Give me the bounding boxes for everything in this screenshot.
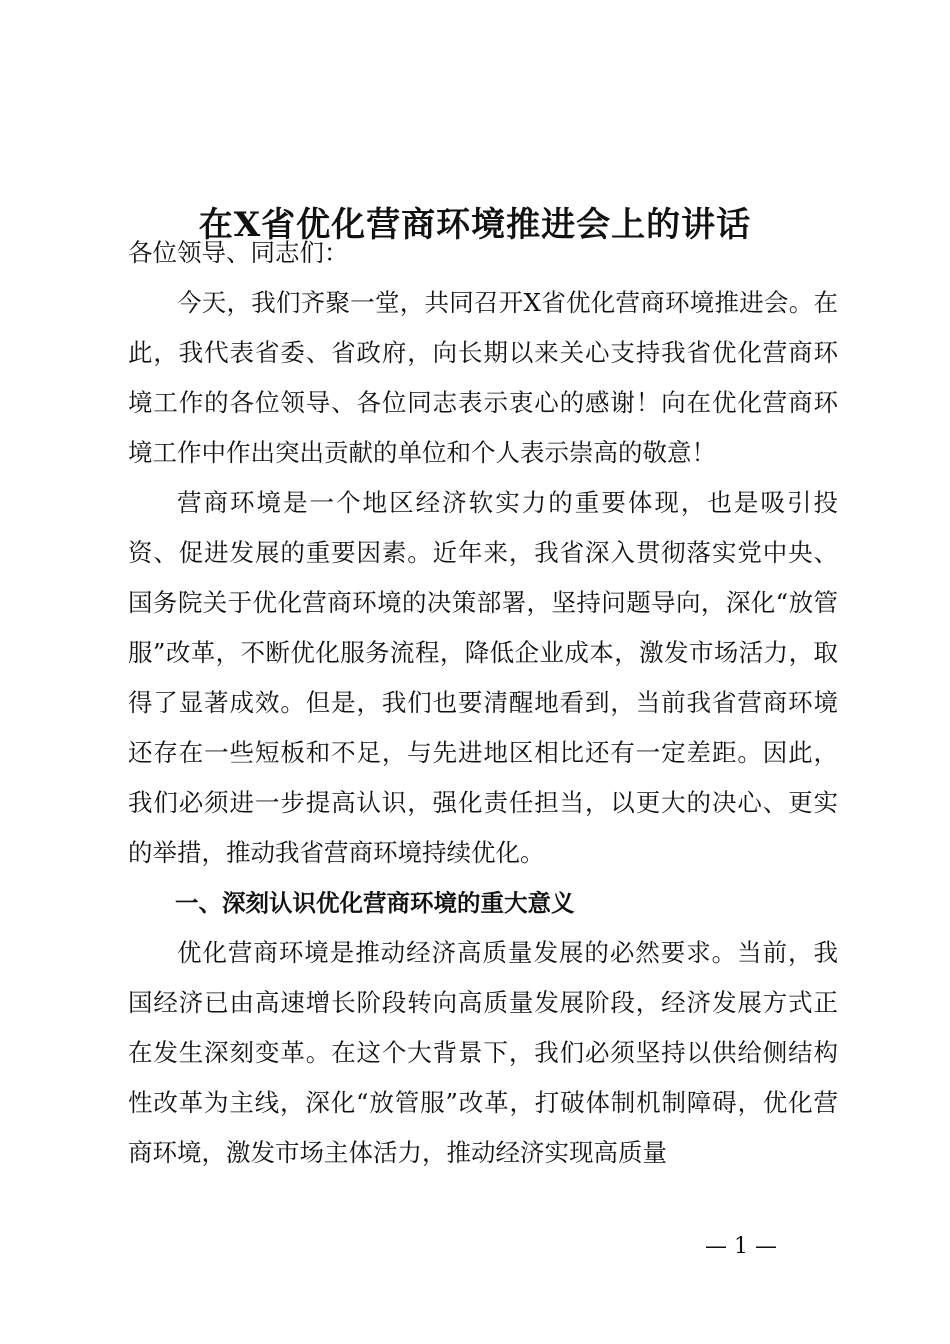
section-paragraph: 优化营商环境是推动经济高质量发展的必然要求。当前，我国经济已由高速增长阶段转向高质量发展阶段，经济发展方式正在发生深刻变革。在这个大背景下，我们必须坚持以供给侧结构性改革为主线，深化“放管服”改革，打破体制机制障碍，优化营商环境，激发市场主体活力，推动经济实现高质量 [128,938,838,1167]
salutation: 各位领导、同志们： [128,238,349,267]
page-number: — 1 — [705,1234,777,1259]
document-title: 在X省优化营商环境推进会上的讲话 [198,204,752,245]
paragraph-background: 营商环境是一个地区经济软实力的重要体现，也是吸引投资、促进发展的重要因素。近年来，我省深入贯彻落实党中央、国务院关于优化营商环境的决策部署，坚持问题导向，深化“放管服”改革，不断优化服务流程，降低企业成本，激发市场活力，取得了显著成效。但是，我们也要清醒地看到，当前我省营商环境还存在一些短板和不足，与先进地区相比还有一定差距。因此，我们必须进一步提高认识，强化责任担当，以更大的决心、更实的举措，推动我省营商环境持续优化。 [128,488,838,867]
document-body [128,228,838,1178]
paragraph-opening: 今天，我们齐聚一堂，共同召开X省优化营商环境推进会。在此，我代表省委、省政府，向长期以来关心支持我省优化营商环境工作的各位领导、各位同志表示衷心的感谢！向在优化营商环境工作中作出突出贡献的单位和个人表示崇高的敬意！ [128,288,838,467]
section-heading: 一、深刻认识优化营商环境的重大意义 [175,889,575,917]
